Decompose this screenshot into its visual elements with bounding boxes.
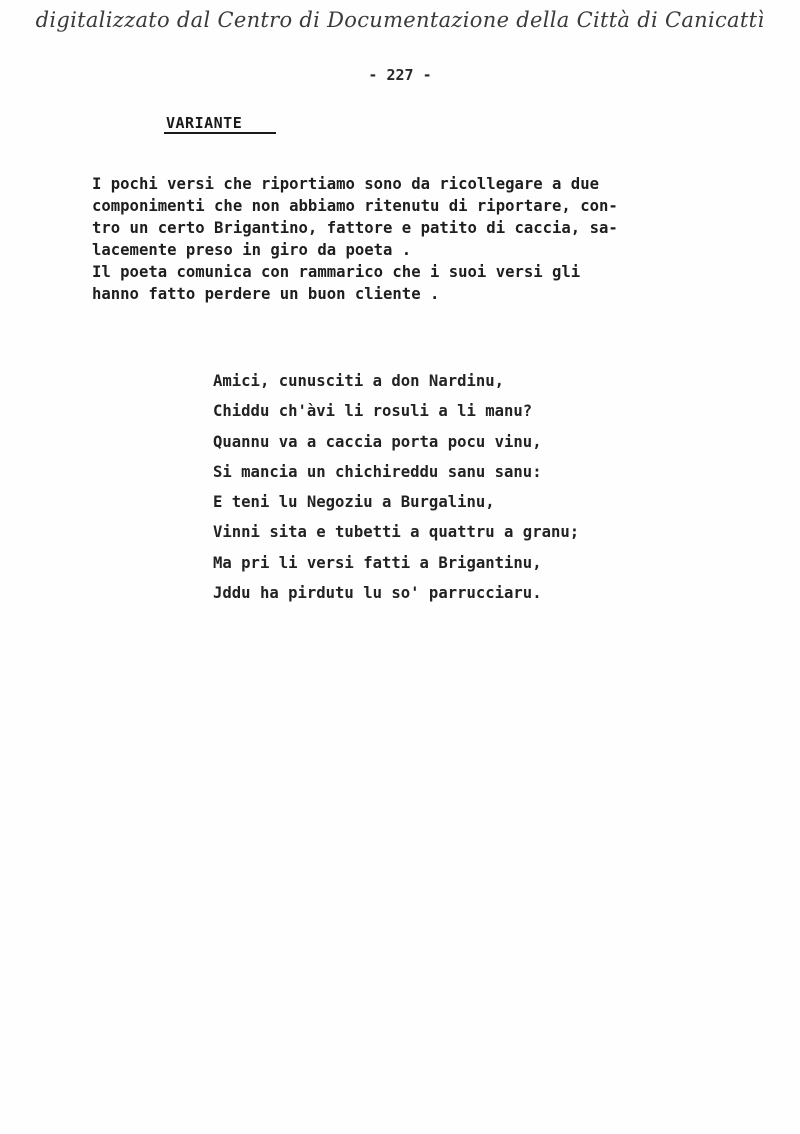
poem-verse: Ma pri li versi fatti a Brigantinu, (213, 553, 542, 572)
poem-verse: Quannu va a caccia porta pocu vinu, (213, 432, 542, 451)
intro-line: hanno fatto perdere un buon cliente . (92, 285, 440, 303)
digitization-watermark: digitalizzato dal Centro di Documentazione della Città di Canicattì (35, 8, 765, 32)
page-number: - 227 - (368, 66, 432, 84)
poem-verse: Si mancia un chichireddu sanu sanu: (213, 462, 542, 481)
section-heading: VARIANTE (166, 114, 243, 132)
intro-line: I pochi versi che riportiamo sono da ricollegare a due (92, 175, 599, 193)
poem-verse: Jddu ha pirdutu lu so' parrucciaru. (213, 584, 542, 603)
intro-line: tro un certo Brigantino, fattore e patito di caccia, sa- (92, 219, 618, 237)
intro-line: Il poeta comunica con rammarico che i suoi versi gli (92, 263, 581, 281)
poem-verse: Vinni sita e tubetti a quattru a granu; (213, 523, 580, 542)
intro-line: componimenti che non abbiamo ritenutu di riportare, con- (92, 197, 618, 215)
heading-underline (164, 132, 276, 134)
poem-stanza (213, 366, 693, 608)
poem-verse: E teni lu Negoziu a Burgalinu, (213, 493, 495, 512)
intro-paragraph (92, 173, 712, 305)
intro-line: lacemente preso in giro da poeta . (92, 241, 412, 259)
poem-verse: Chiddu ch'àvi li rosuli a li manu? (213, 402, 533, 421)
poem-verse: Amici, cunusciti a don Nardinu, (213, 372, 505, 390)
